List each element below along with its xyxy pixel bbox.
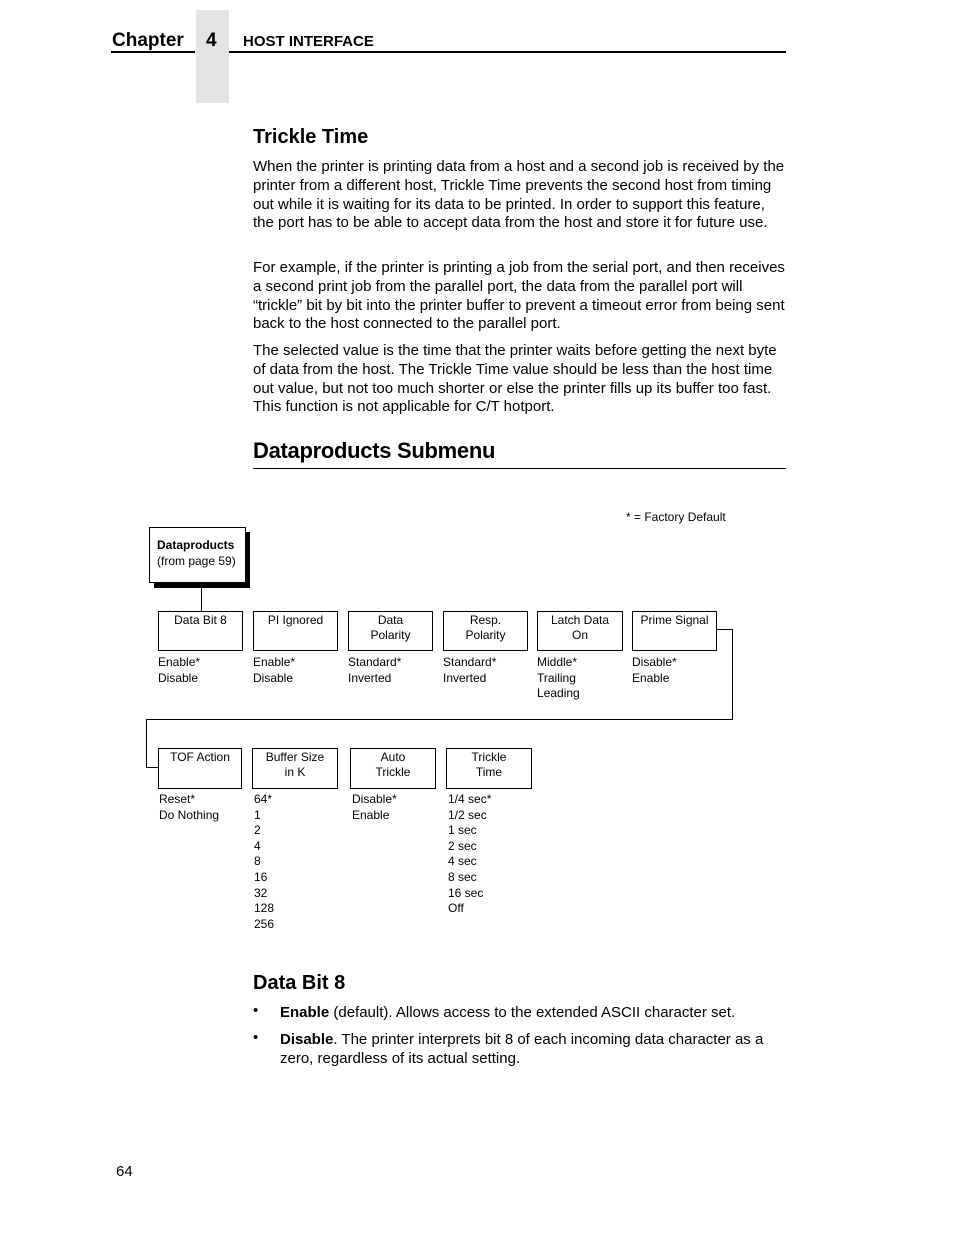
trickle-time-paragraph-3: The selected value is the time that the printer waits before getting the next byte of data from the host. The Trickle Time value should be less than the host time out value, but not too much shorter or else the printer fills up its buffer too fast. This function is not applicable for C/T hotport.: [253, 342, 777, 416]
bullet-marker: •: [253, 1002, 259, 1019]
root-menu-title: Dataproducts: [157, 538, 235, 552]
options-trickle-time: 1/4 sec* 1/2 sec 1 sec 2 sec 4 sec 8 sec 16 sec Off: [448, 792, 492, 916]
bullet-disable-term: Disable: [280, 1031, 334, 1048]
chapter-label: Chapter: [112, 30, 184, 51]
page-number: 64: [116, 1163, 133, 1180]
menu-box-latch-data-on: Latch Data On: [537, 611, 623, 651]
menu-box-data-bit-8: Data Bit 8: [158, 611, 243, 651]
chapter-number: 4: [206, 30, 217, 51]
chapter-tab: [196, 10, 229, 103]
options-latch-data-on: Middle* Trailing Leading: [537, 655, 580, 701]
options-auto-trickle: Disable* Enable: [352, 792, 397, 822]
data-bit-8-heading: Data Bit 8: [253, 972, 346, 994]
running-head: HOST INTERFACE: [243, 33, 374, 50]
menu-box-buffer-size: Buffer Size in K: [252, 748, 338, 789]
header-rule-left: [111, 51, 195, 53]
bullet-enable: [280, 1003, 790, 1022]
options-tof-action: Reset* Do Nothing: [159, 792, 220, 822]
connector-row1-end: [717, 629, 733, 630]
connector-wrap-down: [146, 719, 147, 768]
options-resp-polarity: Standard* Inverted: [443, 655, 497, 685]
menu-box-prime-signal: Prime Signal: [632, 611, 717, 651]
dataproducts-heading: Dataproducts Submenu: [253, 438, 496, 463]
connector-wrap-horizontal: [146, 719, 733, 720]
trickle-time-paragraph-2: For example, if the printer is printing a job from the serial port, and then receives a second print job from the parallel port, the data from the parallel port will “trickle” bit by bit into the printer buffer to prevent a timeout error from being sent back to the host connected to the parallel port.: [253, 259, 785, 333]
bullet-marker: •: [253, 1029, 259, 1046]
bullet-disable: [280, 1030, 790, 1068]
trickle-time-heading: Trickle Time: [253, 126, 369, 148]
connector-to-row2: [146, 767, 158, 768]
factory-default-note: * = Factory Default: [626, 510, 726, 524]
options-buffer-size: 64* 1 2 4 8 16 32 128 256: [254, 792, 275, 931]
header-rule-right: [229, 51, 786, 53]
menu-box-trickle-time: Trickle Time: [446, 748, 532, 789]
connector-row1-down: [732, 629, 733, 720]
bullet-disable-text: . The printer interprets bit 8 of each incoming data character as a zero, regardless of its actual setting.: [280, 1031, 764, 1067]
root-menu-box: [149, 527, 246, 583]
bullet-enable-term: Enable: [280, 1004, 330, 1021]
menu-box-tof-action: TOF Action: [158, 748, 242, 789]
options-data-polarity: Standard* Inverted: [348, 655, 402, 685]
connector-root-to-row1: [201, 588, 202, 612]
options-data-bit-8: Enable* Disable: [158, 655, 201, 685]
options-pi-ignored: Enable* Disable: [253, 655, 296, 685]
root-menu-subtitle: (from page 59): [157, 554, 236, 568]
dataproducts-heading-rule: [253, 468, 786, 469]
menu-box-resp-polarity: Resp. Polarity: [443, 611, 528, 651]
menu-box-data-polarity: Data Polarity: [348, 611, 433, 651]
options-prime-signal: Disable* Enable: [632, 655, 677, 685]
bullet-enable-text: (default). Allows access to the extended ASCII character set.: [329, 1004, 736, 1021]
trickle-time-paragraph-1: When the printer is printing data from a host and a second job is received by the printer from a different host, Trickle Time prevents the second host from timing out while it is waiting for its data to be printed. In order to support this feature, the port has to be able to accept data from the host and store it for future use.: [253, 158, 785, 232]
menu-box-pi-ignored: PI Ignored: [253, 611, 338, 651]
menu-box-auto-trickle: Auto Trickle: [350, 748, 436, 789]
